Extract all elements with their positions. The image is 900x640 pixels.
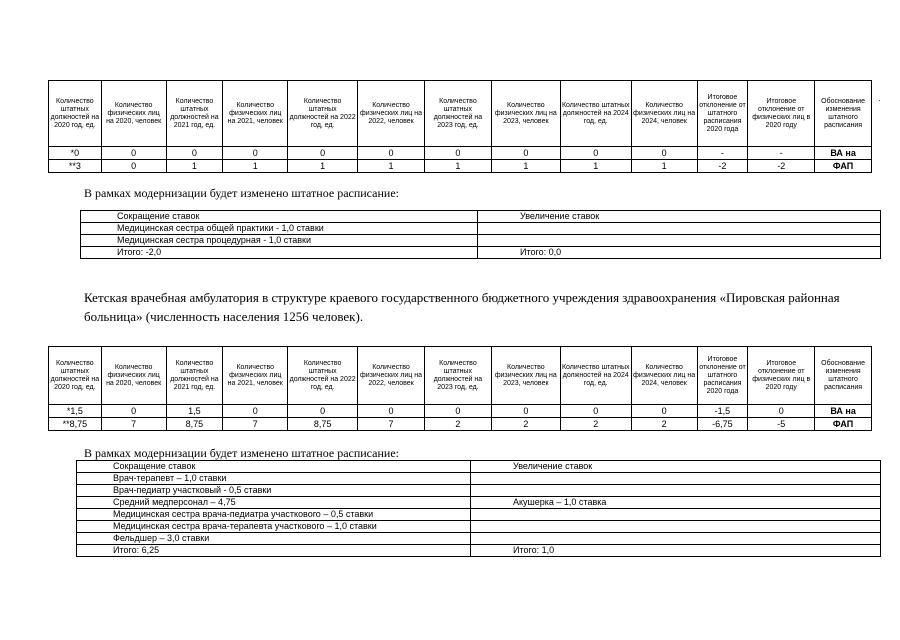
header-cell: Количество штатных должностей на 2023 год, ед. [424,81,491,147]
table-cell: ФАП [815,160,872,173]
header-cell: Количество физических лиц на 2024, человек [631,81,697,147]
increase-cell [471,521,881,533]
reduction-total: Итого: 6,25 [77,545,471,557]
table-cell: 2 [491,418,560,431]
increase-cell [471,485,881,497]
table-cell: 2 [424,418,491,431]
table-cell: 0 [424,147,491,160]
increase-total: Итого: 0,0 [478,247,881,259]
header-cell: Итоговое отклонение от штатного расписания 2020 года [697,347,748,405]
table-cell: 1 [288,160,358,173]
changes-total-row [77,545,881,557]
table-row [49,405,872,418]
table-cell: 1 [358,160,425,173]
increase-column-header: Увеличение ставок [471,461,881,473]
table-cell: 0 [288,405,358,418]
table-cell: 7 [223,418,288,431]
table-cell: -5 [748,418,815,431]
table-cell: 0 [101,147,166,160]
changes-row [77,521,881,533]
header-cell: Количество штатных должностей на 2023 год, ед. [424,347,491,405]
table-cell: 7 [358,418,425,431]
header-row [49,81,872,147]
header-cell: Количество физических лиц на 2020, человек [101,347,166,405]
table-cell: 0 [223,405,288,418]
header-cell: Количество физических лиц на 2021, человек [223,81,288,147]
increase-cell [478,223,881,235]
table-cell: 7 [101,418,166,431]
table-cell: 0 [358,147,425,160]
section-title: Кетская врачебная амбулатория в структуре краевого государственного бюджетного учреждения здравоохранения «Пировская районная больница» (численность населения 1256 человек). [84,290,840,324]
table-cell: -2 [697,160,748,173]
table-cell: **8,75 [49,418,102,431]
table-cell: 1 [223,160,288,173]
header-cell: Количество физических лиц на 2023, человек [491,81,560,147]
table-cell: 0 [748,405,815,418]
table-cell: -6,75 [697,418,748,431]
header-cell: Количество физических лиц на 2021, человек [223,347,288,405]
header-cell: Итоговое отклонение от физических лиц в 2020 году [748,347,815,405]
table-row [49,160,872,173]
table-cell: ВА на [815,405,872,418]
table-cell: **3 [49,160,102,173]
table-cell: 8,75 [166,418,223,431]
table-cell: 0 [223,147,288,160]
table-cell: *1,5 [49,405,102,418]
table-cell: 0 [101,405,166,418]
header-cell: Количество штатных должностей на 2024 год, ед. [560,347,631,405]
reduction-total: Итого: -2,0 [81,247,478,259]
header-cell: Итоговое отклонение от физических лиц в 2020 году [748,81,815,147]
table-cell: *0 [49,147,102,160]
header-cell: Количество физических лиц на 2024, человек [631,347,697,405]
table-cell: 0 [288,147,358,160]
reduction-cell: Врач-педиатр участковый - 0,5 ставки [77,485,471,497]
increase-cell [471,473,881,485]
changes-row [77,533,881,545]
table-cell: -1,5 [697,405,748,418]
modernization-sentence-2: В рамках модернизации будет изменено штатное расписание: [84,446,399,460]
changes-header-row [81,211,881,223]
table-cell: 0 [631,147,697,160]
header-cell: Количество штатных должностей на 2021 год, ед. [166,347,223,405]
changes-row [77,473,881,485]
header-cell: Обоснование изменения штатного расписания [815,347,872,405]
changes-row [77,497,881,509]
increase-cell [471,509,881,521]
table-cell: -2 [748,160,815,173]
changes-total-row [81,247,881,259]
header-cell: Количество штатных должностей на 2022 год, ед. [288,347,358,405]
table-cell: 1 [631,160,697,173]
changes-row [77,485,881,497]
header-cell: Количество физических лиц на 2020, человек [101,81,166,147]
header-cell: Обоснование изменения штатного расписания [815,81,872,147]
header-cell: Количество штатных должностей на 2021 год, ед. [166,81,223,147]
table-cell: 1 [560,160,631,173]
reduction-cell: Фельдшер – 3,0 ставки [77,533,471,545]
header-cell: Количество штатных должностей на 2022 год, ед. [288,81,358,147]
table-cell: 0 [560,405,631,418]
changes-row [81,235,881,247]
rate-changes-table-2 [76,460,881,557]
staffing-table-1 [48,80,872,173]
table-cell: - [697,147,748,160]
header-cell: Количество физических лиц на 2022, человек [358,81,425,147]
reduction-cell: Медицинская сестра процедурная - 1,0 ставки [81,235,478,247]
header-cell: Итоговое отклонение от штатного расписания 2020 года [697,81,748,147]
reduction-cell: Врач-терапевт – 1,0 ставки [77,473,471,485]
header-cell: Количество физических лиц на 2022, человек [358,347,425,405]
table-cell: - [748,147,815,160]
table-cell: 0 [560,147,631,160]
reduction-cell: Медицинская сестра врача-терапевта участкового – 1,0 ставки [77,521,471,533]
table-cell: 0 [491,147,560,160]
table-cell: 0 [358,405,425,418]
table-cell: 0 [491,405,560,418]
increase-column-header: Увеличение ставок [478,211,881,223]
changes-header-row [77,461,881,473]
increase-cell [471,533,881,545]
increase-cell [478,235,881,247]
reduction-cell: Средний медперсонал – 4,75 [77,497,471,509]
reduction-cell: Медицинская сестра общей практики - 1,0 ставки [81,223,478,235]
table-cell: 1 [424,160,491,173]
header-cell: Количество штатных должностей на 2020 год, ед. [49,81,102,147]
header-cell: Количество штатных должностей на 2020 год, ед. [49,347,102,405]
table-cell: 0 [424,405,491,418]
changes-row [77,509,881,521]
staffing-table-2 [48,346,872,431]
table-cell: 0 [101,160,166,173]
table-row [49,418,872,431]
table-cell: 1 [166,160,223,173]
table-cell: 1 [491,160,560,173]
table-row [49,147,872,160]
table-cell: 2 [560,418,631,431]
changes-row [81,223,881,235]
table-cell: 0 [631,405,697,418]
table-cell: ФАП [815,418,872,431]
table-cell: ВА на [815,147,872,160]
table-cell: 0 [166,147,223,160]
rate-changes-table-1 [80,210,881,259]
table-cell: 1,5 [166,405,223,418]
increase-total: Итого: 1,0 [471,545,881,557]
modernization-sentence-1: В рамках модернизации будет изменено штатное расписание: [84,186,399,200]
reduction-column-header: Сокращение ставок [81,211,478,223]
increase-cell: Акушерка – 1,0 ставка [471,497,881,509]
reduction-cell: Медицинская сестра врача-педиатра участкового – 0,5 ставки [77,509,471,521]
table-cell: 2 [631,418,697,431]
margin-mark: · [878,96,881,105]
header-cell: Количество штатных должностей на 2024 год, ед. [560,81,631,147]
reduction-column-header: Сокращение ставок [77,461,471,473]
header-cell: Количество физических лиц на 2023, человек [491,347,560,405]
header-row [49,347,872,405]
table-cell: 8,75 [288,418,358,431]
